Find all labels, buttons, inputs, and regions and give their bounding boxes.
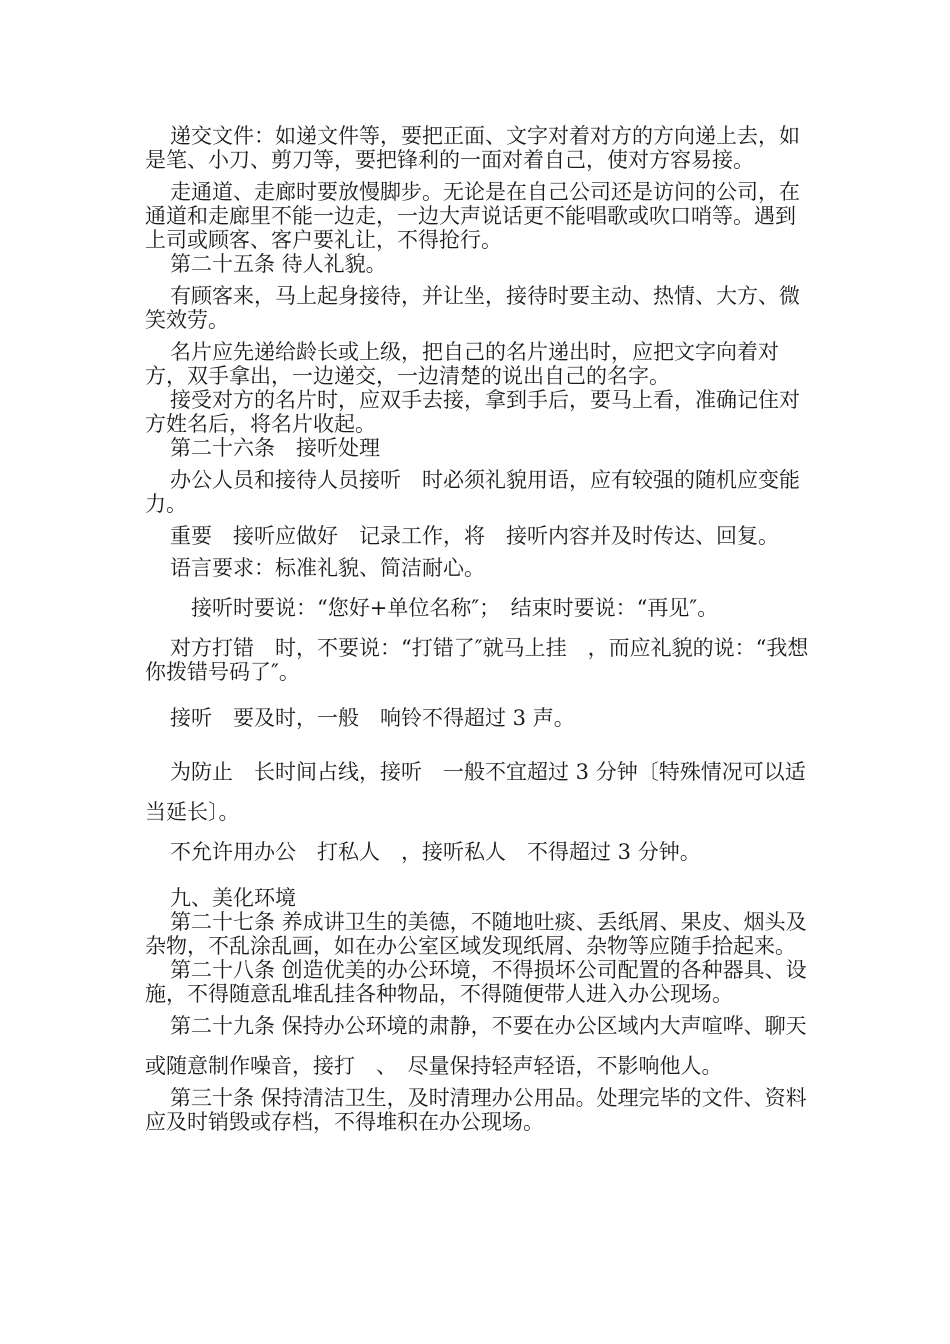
paragraph-business-card-receive: 接受对方的名片时，应双手去接，拿到手后，要马上看，准确记住对方姓名后，将名片收起。 xyxy=(145,388,800,436)
article-29-paragraph: 第二十九条 保持办公环境的肃静，不要在办公区域内大声喧哗、聊天或随意制作噪音，接打 、 尽量保持轻声轻语，不影响他人。 xyxy=(145,1014,807,1078)
paragraph-call-duration: 为防止 长时间占线，接听 一般不宜超过 3 分钟〔特殊情况可以适当延长〕。 xyxy=(145,760,806,824)
article-26-heading: 第二十六条 接听处理 xyxy=(170,436,380,460)
paragraph-deliver-documents: 递交文件：如递文件等，要把正面、文字对着对方的方向递上去，如是笔、小刀、剪刀等，要把锋利的一面对着自己，使对方容易接。 xyxy=(145,124,800,172)
paragraph-wrong-number: 对方打错 时，不要说：“打错了″就马上挂 ，而应礼貌的说：“我想你拨错号码了″。 xyxy=(145,636,809,684)
article-27-paragraph: 第二十七条 养成讲卫生的美德，不随地吐痰、丢纸屑、果皮、烟头及杂物，不乱涂乱画，如在办公室区域发现纸屑、杂物等应随手拾起来。 xyxy=(145,910,807,958)
paragraph-answer-promptly: 接听 要及时，一般 响铃不得超过 3 声。 xyxy=(170,706,575,730)
section-9-heading: 九、美化环境 xyxy=(170,886,296,910)
paragraph-language-requirements: 语言要求：标准礼貌、简洁耐心。 xyxy=(170,556,485,580)
paragraph-corridor-walking: 走通道、走廊时要放慢脚步。无论是在自己公司还是访问的公司，在通道和走廊里不能一边走，一边大声说话更不能唱歌或吹口哨等。遇到上司或顾客、客户要礼让，不得抢行。 xyxy=(145,180,800,252)
paragraph-phone-records: 重要 接听应做好 记录工作，将 接听内容并及时传达、回复。 xyxy=(170,524,779,548)
paragraph-business-card-give: 名片应先递给龄长或上级，把自己的名片递出时，应把文字向着对方，双手拿出，一边递交，一边清楚的说出自己的名字。 xyxy=(145,340,779,388)
document-page xyxy=(145,124,815,1134)
article-25-heading: 第二十五条 待人礼貌。 xyxy=(170,252,387,276)
paragraph-phone-greeting: 接听时要说：“您好+单位名称″； 结束时要说：“再见″。 xyxy=(170,596,719,620)
paragraph-receive-customers: 有顾客来，马上起身接待，并让坐，接待时要主动、热情、大方、微笑效劳。 xyxy=(145,284,800,332)
paragraph-phone-etiquette: 办公人员和接待人员接听 时必须礼貌用语，应有较强的随机应变能力。 xyxy=(145,468,800,516)
paragraph-private-calls: 不允许用办公 打私人 ，接听私人 不得超过 3 分钟。 xyxy=(170,840,701,864)
article-28-paragraph: 第二十八条 创造优美的办公环境，不得损坏公司配置的各种器具、设施，不得随意乱堆乱挂各种物品，不得随便带人进入办公现场。 xyxy=(145,958,807,1006)
article-30-paragraph: 第三十条 保持清洁卫生，及时清理办公用品。处理完毕的文件、资料应及时销毁或存档，不得堆积在办公现场。 xyxy=(145,1086,807,1134)
